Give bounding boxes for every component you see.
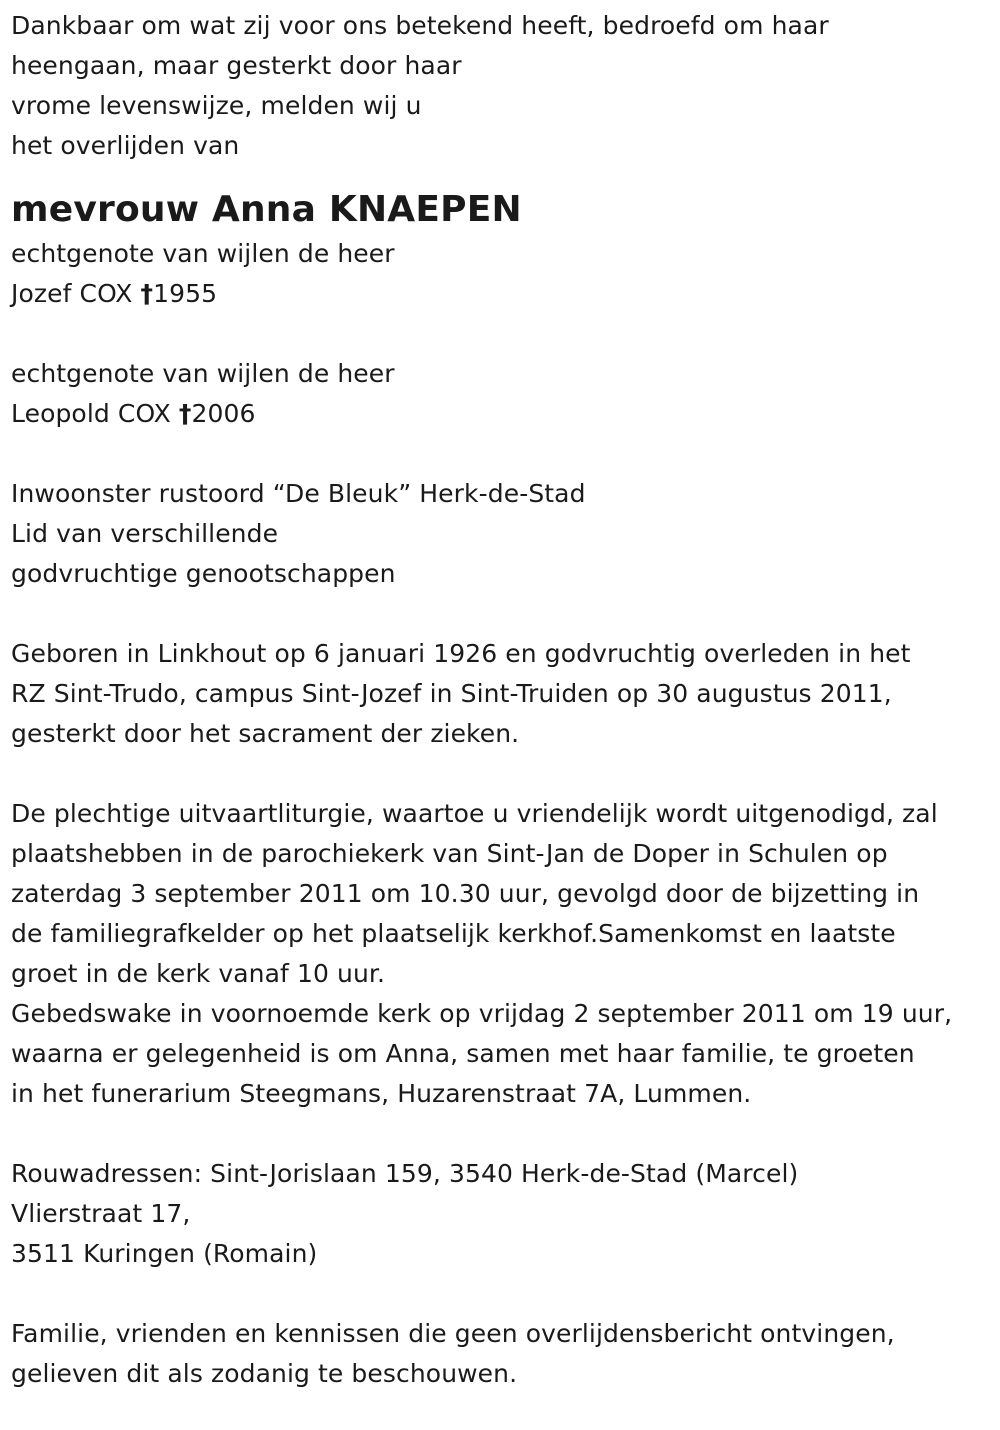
spacer	[11, 754, 1000, 794]
closing-line: Familie, vrienden en kennissen die geen overlijdensbericht ontvingen,	[11, 1319, 895, 1348]
address-line: Vlierstraat 17,	[11, 1199, 191, 1228]
spouse-death-year: 2006	[191, 399, 256, 428]
funeral-line: Gebedswake in voornoemde kerk op vrijdag 2 september 2011 om 19 uur,	[11, 999, 953, 1028]
spouse-name-line	[11, 274, 1000, 314]
funeral-line: plaatshebben in de parochiekerk van Sint-Jan de Doper in Schulen op	[11, 839, 888, 868]
funeral-line: zaterdag 3 september 2011 om 10.30 uur, gevolgd door de bijzetting in	[11, 879, 920, 908]
spouse-label: echtgenote van wijlen de heer	[11, 359, 395, 388]
deceased-name: mevrouw Anna KNAEPEN	[11, 189, 522, 230]
cross-icon: †	[178, 399, 192, 428]
spouse-name-line	[11, 394, 1000, 434]
spouse-death-year: 1955	[153, 279, 218, 308]
residence-line: godvruchtige genootschappen	[11, 559, 396, 588]
funeral-line: de familiegrafkelder op het plaatselijk kerkhof.Samenkomst en laatste	[11, 919, 896, 948]
birth-death-line: Geboren in Linkhout op 6 januari 1926 en godvruchtig overleden in het	[11, 639, 911, 668]
spouse-block-2	[11, 354, 1000, 434]
spacer	[11, 1114, 1000, 1154]
closing-line: gelieven dit als zodanig te beschouwen.	[11, 1359, 518, 1388]
address-line: 3511 Kuringen (Romain)	[11, 1239, 318, 1268]
spacer	[11, 434, 1000, 474]
spacer	[11, 314, 1000, 354]
funeral-line: De plechtige uitvaartliturgie, waartoe u vriendelijk wordt uitgenodigd, zal	[11, 799, 938, 828]
spouse-name: Leopold COX	[11, 399, 179, 428]
residence-line: Lid van verschillende	[11, 519, 279, 548]
spouse-block-1	[11, 234, 1000, 314]
funeral-line: waarna er gelegenheid is om Anna, samen met haar familie, te groeten	[11, 1039, 915, 1068]
intro-line: vrome levenswijze, melden wij u	[11, 91, 422, 120]
residence-line: Inwoonster rustoord “De Bleuk” Herk-de-Stad	[11, 479, 586, 508]
birth-death-line: RZ Sint-Trudo, campus Sint-Jozef in Sint-Truiden op 30 augustus 2011,	[11, 679, 892, 708]
funeral-line: in het funerarium Steegmans, Huzarenstraat 7A, Lummen.	[11, 1079, 752, 1108]
spacer	[11, 1274, 1000, 1314]
funeral-paragraph	[11, 794, 1000, 1114]
spacer	[11, 594, 1000, 634]
intro-paragraph	[11, 6, 1000, 166]
address-line: Rouwadressen: Sint-Jorislaan 159, 3540 Herk-de-Stad (Marcel)	[11, 1159, 799, 1188]
cross-icon: †	[140, 279, 154, 308]
spouse-name: Jozef COX	[11, 279, 141, 308]
birth-death-line: gesterkt door het sacrament der zieken.	[11, 719, 520, 748]
intro-line: het overlijden van	[11, 131, 240, 160]
addresses-paragraph	[11, 1154, 1000, 1274]
spouse-label: echtgenote van wijlen de heer	[11, 239, 395, 268]
intro-line: Dankbaar om wat zij voor ons betekend heeft, bedroefd om haar	[11, 11, 829, 40]
closing-paragraph	[11, 1314, 1000, 1394]
residence-paragraph	[11, 474, 1000, 594]
funeral-line: groet in de kerk vanaf 10 uur.	[11, 959, 386, 988]
intro-line: heengaan, maar gesterkt door haar	[11, 51, 462, 80]
birth-death-paragraph	[11, 634, 1000, 754]
